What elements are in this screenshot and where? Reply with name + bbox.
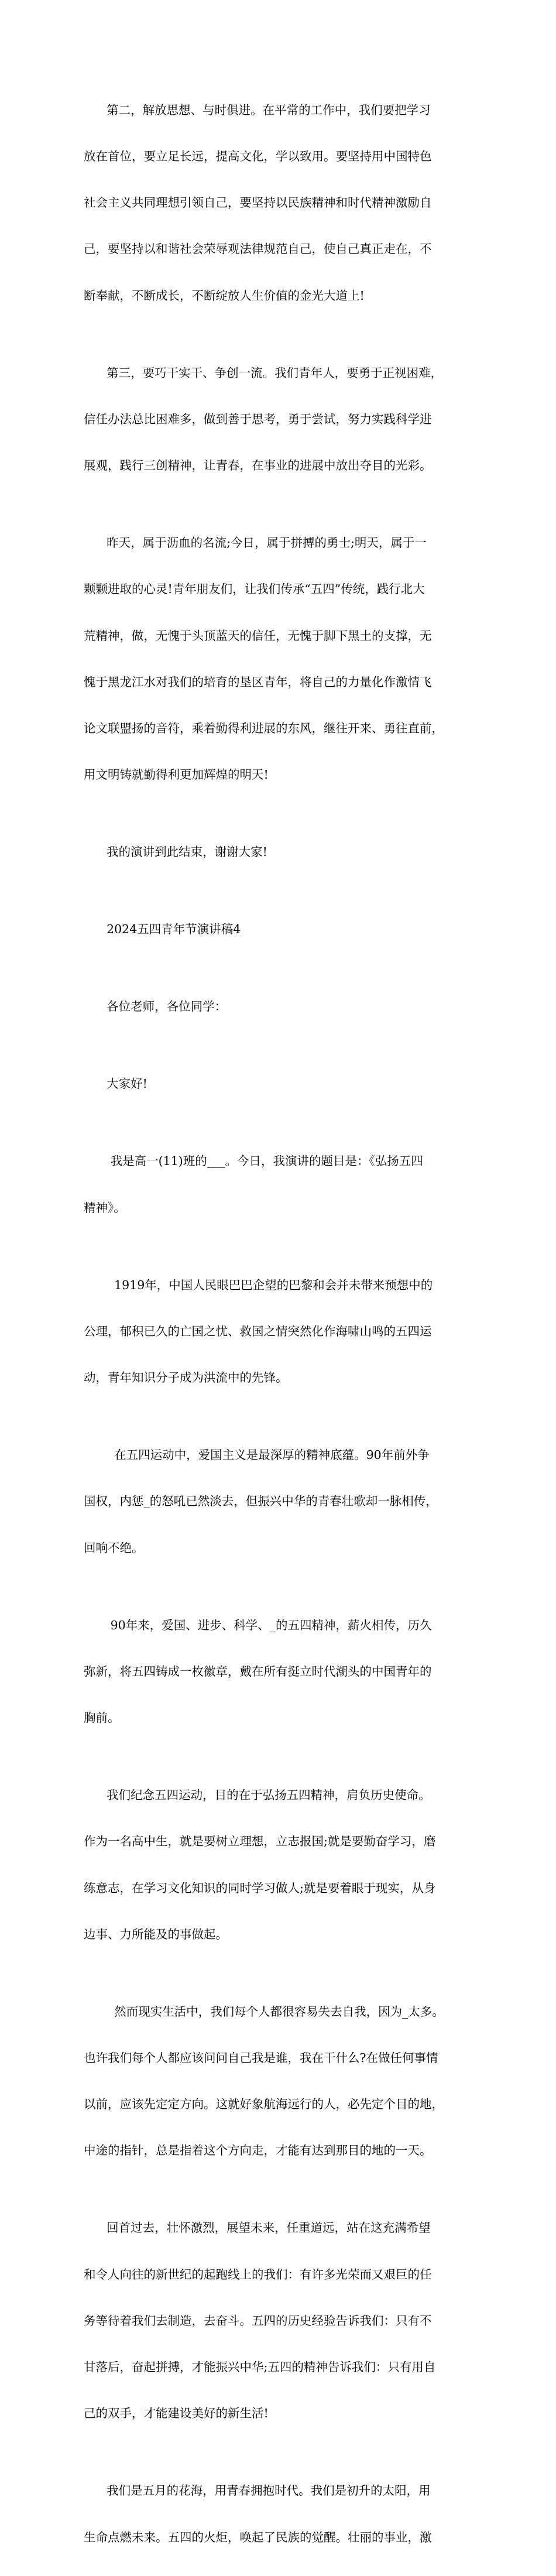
paragraph bbox=[84, 71, 488, 334]
text-line: 务等待着我们去制造，去奋斗。五四的历史经验告诉我们：只有不 bbox=[84, 2313, 432, 2328]
text-line: 1919年，中国人民眼巴巴企望的巴黎和会并未带来预想中的 bbox=[84, 1277, 433, 1292]
text-line: 在五四运动中，爱国主义是最深厚的精神底蕴。90年前外争 bbox=[84, 1448, 430, 1462]
text-line: 也许我们每个人都应该问问自己我是谁，我在干什么?在做任何事情 bbox=[84, 2051, 438, 2065]
text-line: 弥新，将五四铸成一枚徽章，戴在所有挺立时代潮头的中国青年的 bbox=[84, 1664, 432, 1678]
paragraph bbox=[84, 1973, 488, 2190]
text-line: 边事、力所能及的事做起。 bbox=[84, 1927, 228, 1941]
speech-title: 2024五四青年节演讲稿4 bbox=[84, 922, 241, 937]
text-line: 展观，践行三创精神，让青春，在事业的进展中放出夺目的光彩。 bbox=[84, 458, 432, 473]
text-line: 社会主义共同理想引领自己，要坚持以民族精神和时代精神激励自 bbox=[84, 196, 432, 210]
paragraph bbox=[84, 334, 488, 504]
document-page bbox=[84, 71, 488, 2576]
text-line: 动，青年知识分子成为洪流中的先锋。 bbox=[84, 1371, 288, 1385]
text-line: 生命点燃未来。五四的火炬，唤起了民族的觉醒。壮丽的事业，激 bbox=[84, 2530, 432, 2544]
text-line: 荒精神，做，无愧于头顶蓝天的信任，无愧于脚下黑土的支撑，无 bbox=[84, 628, 432, 643]
paragraph bbox=[84, 1416, 488, 1586]
text-line: 我是高一(11)班的___。今日，我演讲的题目是：《弘扬五四 bbox=[84, 1154, 423, 1169]
paragraph bbox=[84, 814, 488, 891]
text-line: 愧于黑龙江水对我们的培育的垦区青年，将自己的力量化作激情飞 bbox=[84, 674, 432, 689]
paragraph bbox=[84, 1587, 488, 1756]
paragraph bbox=[84, 1123, 488, 1246]
greeting: 大家好! bbox=[84, 1077, 147, 1091]
text-line: 以前，应该先定定方向。这就好象航海远行的人，必先定个目的地， bbox=[84, 2097, 444, 2112]
paragraph bbox=[84, 968, 488, 1046]
text-line: 放在首位，要立足长远，提高文化，学以致用。要坚持用中国特色 bbox=[84, 149, 432, 164]
text-line: 第二，解放思想、与时俱进。在平常的工作中，我们要把学习 bbox=[84, 102, 431, 117]
text-line: 90年来，爱国、进步、科学、_的五四精神，薪火相传，历久 bbox=[84, 1618, 432, 1632]
text-line: 昨天，属于沥血的名流;今日，属于拼搏的勇士;明天，属于一 bbox=[84, 536, 427, 550]
paragraph bbox=[84, 1046, 488, 1123]
paragraph bbox=[84, 2452, 488, 2576]
text-line: 然而现实生活中，我们每个人都很容易失去自我，因为_太多。 bbox=[84, 2004, 444, 2019]
paragraph bbox=[84, 504, 488, 813]
paragraph bbox=[84, 2190, 488, 2452]
closing-line: 我的演讲到此结束，谢谢大家! bbox=[84, 845, 267, 859]
text-line: 我们是五月的花海，用青春拥抱时代。我们是初升的太阳，用 bbox=[84, 2483, 431, 2498]
text-line: 己的双手，才能建设美好的新生活! bbox=[84, 2406, 269, 2421]
text-line: 国权，内惩_的怒吼已然淡去，但振兴中华的青春壮歌却一脉相传， bbox=[84, 1494, 438, 1509]
text-line: 回首过去，壮怀激烈，展望未来，任重道远，站在这充满希望 bbox=[84, 2221, 431, 2235]
text-line: 颗颗进取的心灵!青年朋友们，让我们传承“五四”传统，践行北大 bbox=[84, 582, 425, 597]
text-line: 信任办法总比困难多，做到善于思考，勇于尝试，努力实践科学进 bbox=[84, 412, 432, 426]
paragraph bbox=[84, 1246, 488, 1416]
text-line: 己，要坚持以和谐社会荣辱观法律规范自己，使自己真正走在，不 bbox=[84, 242, 432, 256]
text-line: 练意志，在学习文化知识的同时学习做人;就是要着眼于现实，从身 bbox=[84, 1880, 436, 1895]
text-line: 断奉献，不断成长，不断绽放人生价值的金光大道上! bbox=[84, 288, 365, 303]
text-line: 中途的指针，总是指着这个方向走，才能有达到那目的地的一天。 bbox=[84, 2143, 432, 2158]
text-line: 用文明铸就勤得利更加辉煌的明天! bbox=[84, 768, 269, 782]
text-line: 甘落后，奋起拼搏，才能振兴中华;五四的精神告诉我们：只有用自 bbox=[84, 2360, 436, 2375]
text-line: 第三，要巧干实干、争创一流。我们青年人，要勇于正视困难， bbox=[84, 365, 443, 380]
text-line: 精神》。 bbox=[84, 1200, 126, 1215]
text-line: 公理，郁积已久的亡国之忧、救国之情突然化作海啸山鸣的五四运 bbox=[84, 1324, 432, 1338]
text-line: 我们纪念五四运动，目的在于弘扬五四精神，肩负历史使命。 bbox=[84, 1788, 431, 1803]
text-line: 回响不绝。 bbox=[84, 1540, 144, 1555]
salutation: 各位老师，各位同学： bbox=[84, 999, 227, 1014]
paragraph bbox=[84, 1756, 488, 1973]
text-line: 和令人向往的新世纪的起跑线上的我们：有许多光荣而又艰巨的任 bbox=[84, 2267, 432, 2282]
text-line: 作为一名高中生，就是要树立理想，立志报国;就是要勤奋学习，磨 bbox=[84, 1834, 436, 1849]
paragraph bbox=[84, 891, 488, 968]
text-line: 论文联盟扬的音符，乘着勤得利进展的东风，继往开来、勇往直前， bbox=[84, 721, 444, 736]
text-line: 胸前。 bbox=[84, 1711, 120, 1725]
